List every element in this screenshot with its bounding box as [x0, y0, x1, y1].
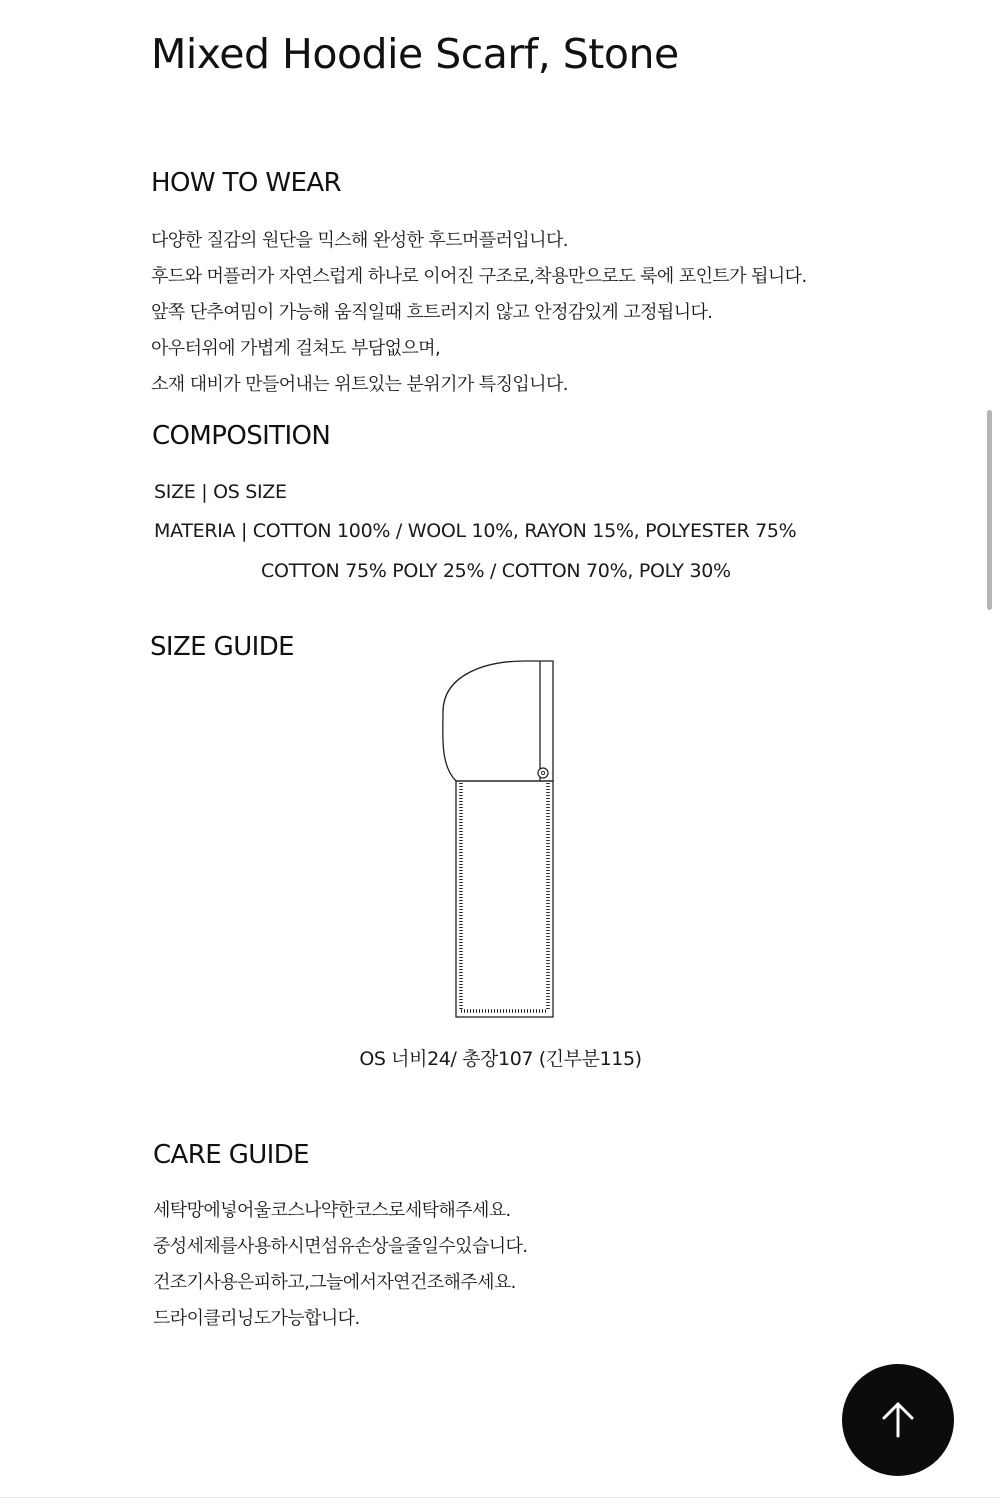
- how-to-wear-line: 아우터위에 가볍게 걸쳐도 부담없으며,: [151, 338, 441, 359]
- composition-material-line: COTTON 75% POLY 25% / COTTON 70%, POLY 30%: [261, 560, 731, 582]
- scrollbar-thumb[interactable]: [987, 410, 992, 610]
- composition-size-line: SIZE | OS SIZE: [154, 481, 287, 503]
- care-guide-line: 중성세제를사용하시면섬유손상을줄일수있습니다.: [153, 1236, 528, 1257]
- hood-outline: [443, 661, 553, 781]
- how-to-wear-line: 다양한 질감의 원단을 믹스해 완성한 후드머플러입니다.: [151, 230, 568, 251]
- scroll-to-top-button[interactable]: [842, 1364, 954, 1476]
- composition-heading: COMPOSITION: [152, 421, 331, 451]
- arrow-up-icon: [876, 1398, 920, 1442]
- how-to-wear-line: 앞쪽 단추여밈이 가능해 움직일때 흐트러지지 않고 안정감있게 고정됩니다.: [151, 302, 713, 323]
- button-icon: [538, 768, 548, 778]
- care-guide-line: 세탁망에넣어울코스나약한코스로세탁해주세요.: [153, 1200, 511, 1221]
- size-guide-caption: OS 너비24/ 총장107 (긴부분115): [359, 1048, 642, 1070]
- how-to-wear-line: 후드와 머플러가 자연스럽게 하나로 이어진 구조로,착용만으로도 룩에 포인트가 됩니다.: [151, 266, 807, 287]
- composition-material-line: MATERIA | COTTON 100% / WOOL 10%, RAYON 15%, POLYESTER 75%: [154, 520, 797, 542]
- how-to-wear-line: 소재 대비가 만들어내는 위트있는 분위기가 특징입니다.: [151, 374, 568, 395]
- hoodie-scarf-diagram: [430, 650, 570, 1030]
- bottom-divider: [0, 1497, 1001, 1498]
- size-guide-heading: SIZE GUIDE: [150, 632, 294, 662]
- care-guide-line: 드라이클리닝도가능합니다.: [153, 1308, 360, 1329]
- scarf-body-outline: [456, 781, 553, 1017]
- how-to-wear-heading: HOW TO WEAR: [151, 168, 341, 198]
- product-title: Mixed Hoodie Scarf, Stone: [151, 30, 679, 78]
- care-guide-heading: CARE GUIDE: [153, 1140, 309, 1170]
- care-guide-line: 건조기사용은피하고,그늘에서자연건조해주세요.: [153, 1272, 516, 1293]
